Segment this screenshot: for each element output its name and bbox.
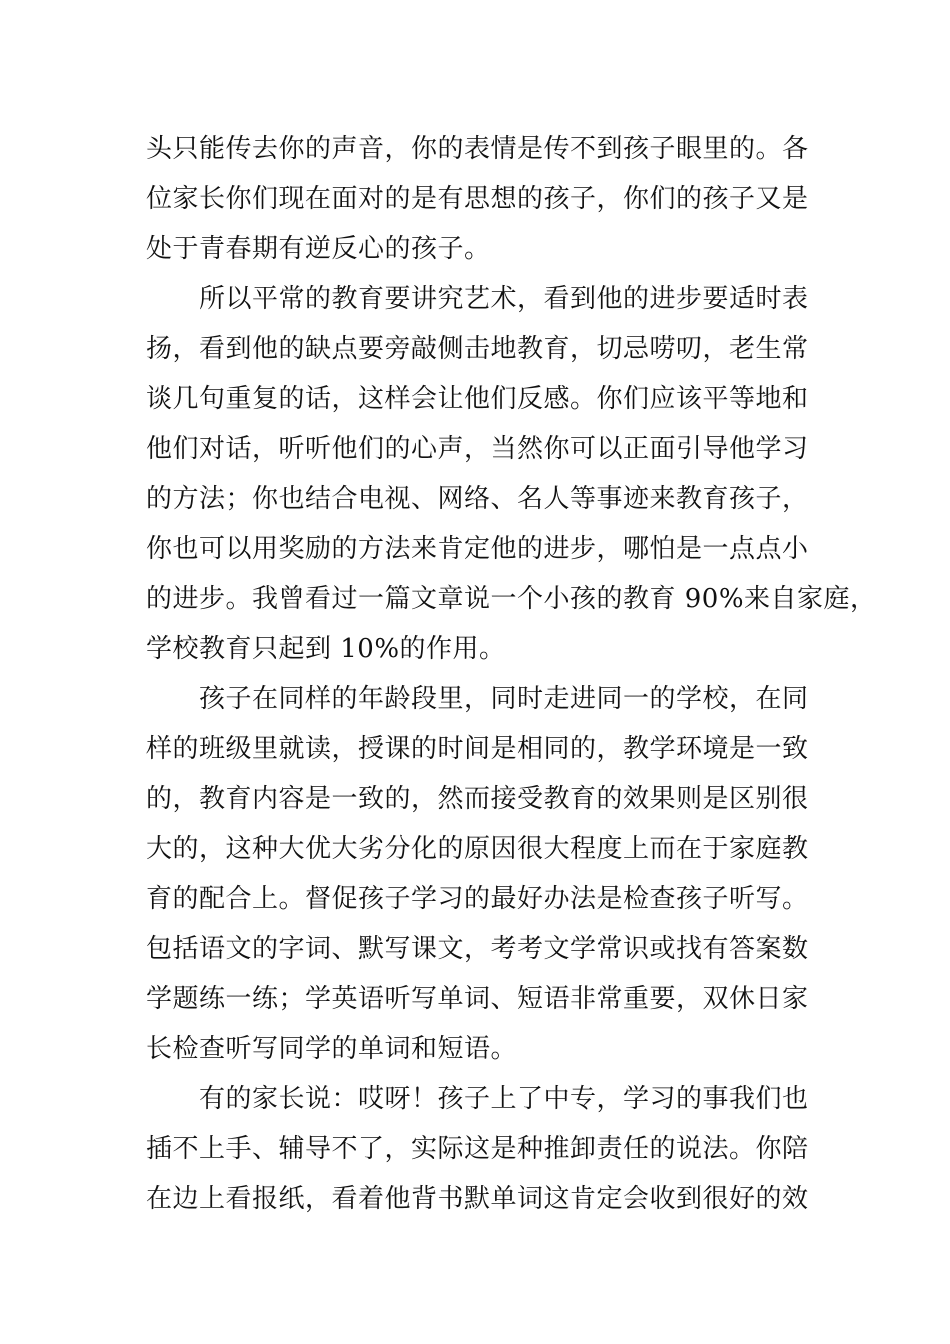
text-line: 的，教育内容是一致的，然而接受教育的效果则是区别很 (146, 784, 809, 814)
text-line: 孩子在同样的年龄段里，同时走进同一的学校，在同 (146, 684, 809, 714)
text-line: 所以平常的教育要讲究艺术，看到他的进步要适时表 (146, 284, 809, 314)
document-body (146, 124, 877, 1224)
text-line: 在边上看报纸，看着他背书默单词这肯定会收到很好的效 (146, 1184, 809, 1214)
text-line: 扬，看到他的缺点要旁敲侧击地教育，切忌唠叨，老生常 (146, 334, 809, 364)
text-line: 育的配合上。督促孩子学习的最好办法是检查孩子听写。 (146, 884, 809, 914)
text-line: 他们对话，听听他们的心声，当然你可以正面引导他学习 (146, 434, 809, 464)
text-line: 的进步。我曾看过一篇文章说一个小孩的教育 90%来自家庭， (146, 584, 877, 614)
text-line: 你也可以用奖励的方法来肯定他的进步，哪怕是一点点小 (146, 534, 809, 564)
text-line: 学题练一练；学英语听写单词、短语非常重要，双休日家 (146, 984, 809, 1014)
text-line: 样的班级里就读，授课的时间是相同的，教学环境是一致 (146, 734, 809, 764)
text-line: 头只能传去你的声音，你的表情是传不到孩子眼里的。各 (146, 134, 809, 164)
text-line: 的方法；你也结合电视、网络、名人等事迹来教育孩子， (146, 484, 809, 514)
text-line: 长检查听写同学的单词和短语。 (146, 1034, 518, 1064)
text-line: 大的，这种大优大劣分化的原因很大程度上而在于家庭教 (146, 834, 809, 864)
text-line: 学校教育只起到 10%的作用。 (146, 634, 506, 664)
text-line: 插不上手、辅导不了，实际这是种推卸责任的说法。你陪 (146, 1134, 809, 1164)
text-line: 包括语文的字词、默写课文，考考文学常识或找有答案数 (146, 934, 809, 964)
text-line: 处于青春期有逆反心的孩子。 (146, 234, 491, 264)
text-line: 有的家长说：哎呀！孩子上了中专，学习的事我们也 (146, 1084, 809, 1114)
text-line: 谈几句重复的话，这样会让他们反感。你们应该平等地和 (146, 384, 809, 414)
text-line: 位家长你们现在面对的是有思想的孩子，你们的孩子又是 (146, 184, 809, 214)
